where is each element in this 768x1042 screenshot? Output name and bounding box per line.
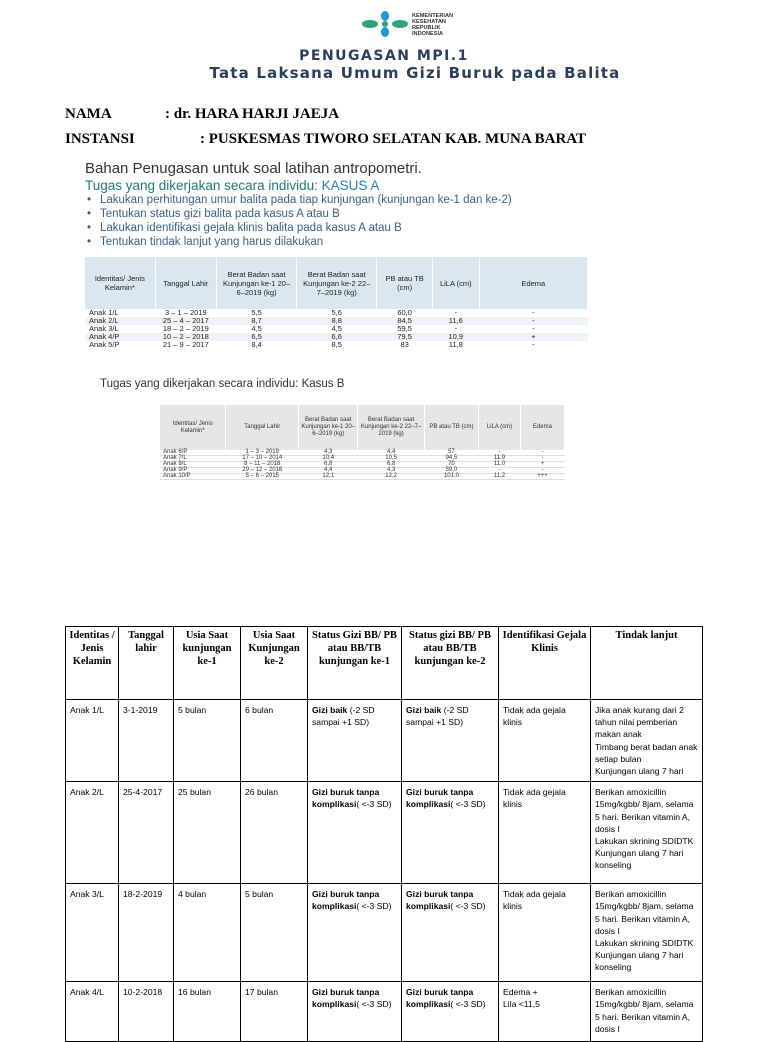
gejala-klinis-cell: Tidak ada gejala klinis [499,700,591,782]
status-range: ( <-3 SD) [356,999,392,1010]
table-cell: Anak 2/L [85,317,155,325]
table-cell: 6,8 [358,462,424,468]
status-gizi-2-cell [402,982,499,1042]
status-range: (-2 SD sampai +1 SD) [312,705,375,728]
gejala-klinis-cell: Edema + Lila <11,5 [499,982,591,1042]
instansi-label: INSTANSI [65,131,135,147]
table-cell: 8,5 [297,341,377,349]
table-cell: - [479,341,587,349]
col-header-usia2: Usia Saat Kunjungan ke-2 [241,627,308,700]
table-cell: Anak 6/P [160,450,226,456]
col-header: Berat Badan saat Kunjungan ke-2 22–7–2019 (kg) [297,257,377,309]
tanggal-lahir-cell: 3-1-2019 [119,700,174,782]
status-range: (-2 SD sampai +1 SD) [406,705,469,728]
table-cell: 4,4 [358,450,424,456]
kasus-a-bullets [85,193,512,249]
table-cell: 1 – 3 – 2019 [226,450,299,456]
table-cell: 17 – 10 – 2014 [226,456,299,462]
table-cell: - [520,468,564,474]
table-row [66,782,703,884]
status-gizi-2-cell [402,700,499,782]
usia-2-cell: 17 bulan [241,982,308,1042]
status-label: Gizi buruk tanpa komplikasi [406,987,474,1010]
table-cell: - [479,309,587,317]
status-gizi-1-cell [308,982,402,1042]
table-row [66,982,703,1042]
status-range: ( <-3 SD) [450,901,486,912]
status-range: ( <-3 SD) [356,901,392,912]
kasus-a-heading: Bahan Penugasan untuk soal latihan antropometri. [85,160,422,177]
col-header-status2: Status gizi BB/ PB atau BB/TB kunjungan ke-2 [402,627,499,700]
table-cell: 10,4 [299,456,358,462]
table-cell: - [520,456,564,462]
identitas-cell: Anak 4/L [66,982,119,1042]
table-cell: 29 – 12 – 2018 [226,468,299,474]
kasus-a-table [85,257,588,349]
table-cell: + [520,462,564,468]
table-cell: 11,2 [479,474,521,480]
col-header: Berat Badan saat Kunjungan ke-1 20–6–2019 (kg) [216,257,296,309]
tindak-lanjut-cell: Berikan amoxicillin 15mg/kgbb/ 8jam, selama 5 hari. Berikan vitamin A, dosis I [591,982,703,1042]
col-header-tanggal: Tanggal lahir [119,627,174,700]
table-cell: - [432,309,479,317]
table-cell: Anak 7/L [160,456,226,462]
answer-table [65,626,703,1042]
col-header-usia1: Usia Saat kunjungan ke-1 [174,627,241,700]
tindak-lanjut-cell: Jika anak kurang dari 2 tahun nilai pemberian makan anak Timbang berat badan anak setiap bulan Kunjungan ulang 7 hari [591,700,703,782]
identitas-cell: Anak 1/L [66,700,119,782]
status-label: Gizi buruk tanpa komplikasi [406,889,474,912]
table-row [66,700,703,782]
tanggal-lahir-cell: 25-4-2017 [119,782,174,884]
table-cell: 60,0 [377,309,433,317]
status-gizi-2-cell [402,884,499,982]
col-header-identitas: Identitas / Jenis Kelamin [66,627,119,700]
table-cell: 8,8 [297,317,377,325]
assignment-subtitle: Tata Laksana Umum Gizi Buruk pada Balita [209,64,621,82]
status-gizi-1-cell [308,782,402,884]
table-cell: +++ [520,474,564,480]
table-cell: 70 [424,462,478,468]
usia-2-cell: 5 bulan [241,884,308,982]
status-label: Gizi buruk tanpa komplikasi [312,787,380,810]
status-gizi-2-cell [402,782,499,884]
status-label: Gizi buruk tanpa komplikasi [312,889,380,912]
table-cell: 6,5 [216,333,296,341]
table-cell: Anak 5/P [85,341,155,349]
table-cell: 8,4 [216,341,296,349]
col-header: LiLA (cm) [432,257,479,309]
table-cell: 11,9 [479,456,521,462]
table-cell: 101,0 [424,474,478,480]
usia-1-cell: 5 bulan [174,700,241,782]
table-cell: 4,3 [299,450,358,456]
table-cell: Anak 4/P [85,333,155,341]
table-row [66,884,703,982]
table-cell: 94,5 [424,456,478,462]
kemenkes-logo [360,10,470,40]
table-cell: Anak 10/P [160,474,226,480]
table-row [85,341,588,349]
tanggal-lahir-cell: 10-2-2018 [119,982,174,1042]
table-cell: Anak 9/P [160,468,226,474]
table-cell: 18 – 2 – 2019 [155,325,216,333]
table-cell: 57 [424,450,478,456]
table-cell: 59,5 [377,325,433,333]
nama-row [65,106,112,123]
table-cell: 10,5 [358,456,424,462]
table-cell: - [479,317,587,325]
table-cell: - [479,450,521,456]
col-header-tindak: Tindak lanjut [591,627,703,700]
identitas-cell: Anak 3/L [66,884,119,982]
table-cell: - [432,325,479,333]
kasus-b-heading: Tugas yang dikerjakan secara individu: Kasus B [100,378,345,390]
col-header: Edema [520,405,564,450]
col-header: LiLA (cm) [479,405,521,450]
table-cell: 84,5 [377,317,433,325]
tanggal-lahir-cell: 18-2-2019 [119,884,174,982]
table-cell: - [479,468,521,474]
status-gizi-1-cell [308,700,402,782]
table-cell: 5 – 6 – 2015 [226,474,299,480]
status-gizi-1-cell [308,884,402,982]
tindak-lanjut-cell: Berikan amoxicillin 15mg/kgbb/ 8jam, selama 5 hari. Berikan vitamin A, dosis I Lakukan skrining SDIDTK Kunjungan ulang 7 hari konseling [591,782,703,884]
table-cell: 11,8 [432,341,479,349]
table-cell: 8 – 11 – 2018 [226,462,299,468]
table-cell: 8,7 [216,317,296,325]
assignment-title: PENUGASAN MPI.1 [299,48,469,64]
table-cell: 12,1 [299,474,358,480]
col-header-gejala: Identifikasi Gejala Klinis [499,627,591,700]
table-cell: 11,6 [432,317,479,325]
table-cell: 4,3 [358,468,424,474]
col-header: PB atau TB (cm) [424,405,478,450]
table-cell: 79,5 [377,333,433,341]
table-cell: 6,6 [297,333,377,341]
status-range: ( <-3 SD) [450,999,486,1010]
nama-label: NAMA [65,106,112,122]
status-range: ( <-3 SD) [356,799,392,810]
usia-2-cell: 6 bulan [241,700,308,782]
tindak-lanjut-cell: Berikan amoxicillin 15mg/kgbb/ 8jam, selama 5 hari. Berikan vitamin A, dosis I Lakukan skrining SDIDTK Kunjungan ulang 7 hari konseling [591,884,703,982]
col-header: PB atau TB (cm) [377,257,433,309]
bullet-item: • Tentukan tindak lanjut yang harus dilakukan [85,235,512,249]
gejala-klinis-cell: Tidak ada gejala klinis [499,782,591,884]
instansi-value: : PUSKESMAS TIWORO SELATAN KAB. MUNA BARAT [200,131,587,147]
table-cell: Anak 3/L [85,325,155,333]
table-cell: - [520,450,564,456]
table-cell: 83 [377,341,433,349]
table-cell: 4,4 [299,468,358,474]
status-range: ( <-3 SD) [450,799,486,810]
col-header-status1: Status Gizi BB/ PB atau BB/TB kunjungan ke-1 [308,627,402,700]
usia-1-cell: 16 bulan [174,982,241,1042]
table-cell: 59,0 [424,468,478,474]
table-row [160,474,565,480]
gejala-klinis-cell: Tidak ada gejala klinis [499,884,591,982]
col-header: Berat Badan saat Kunjungan ke-2 22–7–2019 (kg) [358,405,424,450]
bullet-item: • Tentukan status gizi balita pada kasus A atau B [85,207,512,221]
table-cell: 11,0 [479,462,521,468]
col-header: Tanggal Lahir [155,257,216,309]
status-label: Gizi baik [312,705,348,715]
table-cell: 10,9 [432,333,479,341]
bullet-item: • Lakukan identifikasi gejala klinis balita pada kasus A atau B [85,221,512,235]
col-header: Identitas/ Jenis Kelamin* [160,405,226,450]
col-header: Tanggal Lahir [226,405,299,450]
table-cell: Anak 1/L [85,309,155,317]
col-header: Berat Badan saat Kunjungan ke-1 20–6–2019 (kg) [299,405,358,450]
col-header: Identitas/ Jenis Kelamin* [85,257,155,309]
table-cell: 5,6 [297,309,377,317]
status-label: Gizi buruk tanpa komplikasi [312,987,380,1010]
table-cell: 4,5 [297,325,377,333]
table-cell: + [479,333,587,341]
usia-1-cell: 4 bulan [174,884,241,982]
table-cell: 6,8 [299,462,358,468]
table-cell: - [479,325,587,333]
usia-2-cell: 26 bulan [241,782,308,884]
identitas-cell: Anak 2/L [66,782,119,884]
table-cell: 10 – 2 – 2018 [155,333,216,341]
nama-value: : dr. HARA HARJI JAEJA [165,106,340,122]
table-cell: 21 – 9 – 2017 [155,341,216,349]
status-label: Gizi buruk tanpa komplikasi [406,787,474,810]
table-cell: 4,5 [216,325,296,333]
kasus-a-subheading: Tugas yang dikerjakan secara individu: KASUS A [85,178,380,193]
bullet-item: • Lakukan perhitungan umur balita pada tiap kunjungan (kunjungan ke-1 dan ke-2) [85,193,512,207]
table-cell: Anak 8/L [160,462,226,468]
logo-text: KEMENTERIAN KESEHATAN REPUBLIK INDONESIA [412,13,454,37]
table-cell: 3 – 1 – 2019 [155,309,216,317]
status-label: Gizi baik [406,705,442,715]
table-cell: 5,5 [216,309,296,317]
col-header: Edema [479,257,587,309]
kemenkes-emblem-icon [360,10,410,38]
table-cell: 12,2 [358,474,424,480]
table-cell: 25 – 4 – 2017 [155,317,216,325]
kasus-b-table [160,405,565,480]
usia-1-cell: 25 bulan [174,782,241,884]
